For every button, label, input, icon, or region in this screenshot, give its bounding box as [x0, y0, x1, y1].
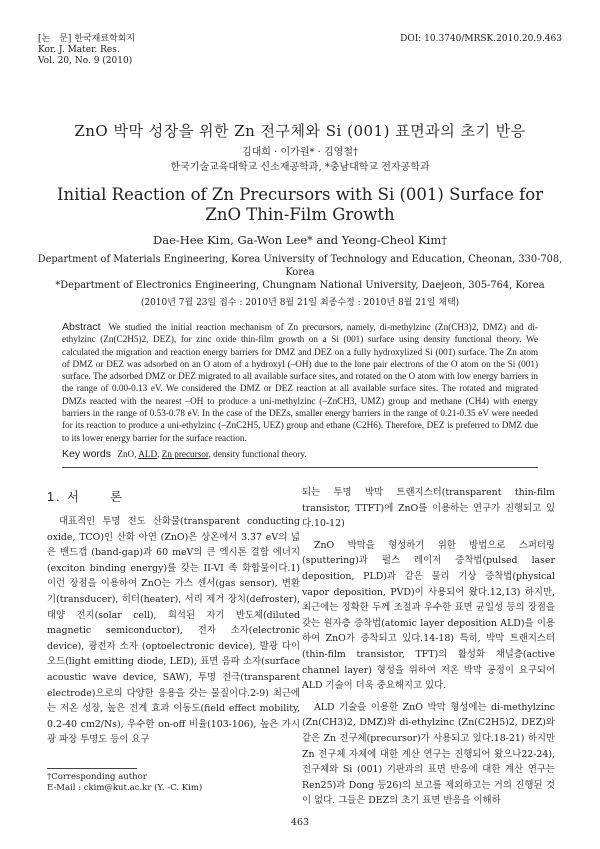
doi-text: DOI: 10.3740/MRSK.2010.20.9.463: [400, 34, 562, 44]
paragraph: ZnO 박막을 형성하기 위한 방법으로 스퍼터링(sputtering)과 펄스 레이저 증착법(pulsed laser deposition, PLD)과 같은 물리 기상 증착법(physical vapor deposition, PVD)이 사용되어 왔다.12,13) 하지만, 최근에는 정확한 두께 조절과 우수한 표면 균일성 등의 장점을 갖는 원자층 증착법(atomic layer deposition ALD)을 이용하여 ZnO가 증착되고 있다.14-18) 특히, 박막 트랜지스터(thin-film transistor, TFT)의 활성화 채널층(active channel layer) 형성을 위하여 저온 박막 공정이 요구되어 ALD 기술이 더욱 중요해지고 있다.: [302, 539, 555, 692]
journal-name-english: Kor. J. Mater. Res.: [38, 45, 120, 55]
footnote-divider: [47, 768, 137, 769]
journal-header: [38, 34, 135, 67]
right-column: [302, 485, 555, 815]
submission-dates: (2010년 7월 23일 접수 : 2010년 8월 21일 최종수정 : 2010년 8월 21일 채택): [140, 298, 460, 308]
keywords: [62, 448, 307, 460]
korean-authors: 김대희 · 이가원* · 김영철†: [241, 147, 358, 158]
paragraph: ALD 기술을 이용한 ZnO 박막 형성에는 di-methylzinc (Zn(CH3)2, DMZ)와 di-ethylzinc (Zn(C2H5)2, DEZ)와 같은 Zn 전구체(precursor)가 사용되고 있다.18-21) 하지만 Zn 전구체 자체에 대한 계산 연구는 진행되어 왔으나22-24), 전구체와 Si (001) 기판과의 표면 반응에 대한 계산 연구는 Ren25)과 Dong 등26)의 보고를 제외하고는 거의 진행된 것이 없다. 그들은 DEZ의 초기 표면 반응을 이해하: [302, 701, 555, 807]
abstract: [62, 321, 538, 444]
affiliation-2: *Department of Electronics Engineering, Chungnam National University, Daejeon, 305-764, Korea: [55, 280, 545, 291]
page-number: 463: [290, 817, 310, 828]
keywords-label: Key words: [62, 448, 112, 460]
abstract-text: We studied the initial reaction mechanism of Zn precursors, namely, di-methylzinc (Zn(CH3)2, DMZ) and di-ethylzinc (Zn(C2H5)2, DEZ), for zinc oxide thin-film growth on a Si (001) surface using density functional theory. We calculated the migration and reaction energy barriers for DMZ and DEZ on a fully hydroxylized Si (001) surface. The Zn atom of DMZ or DEZ was adsorbed on an O atom of a hydroxyl (–OH) due to the lone pair electrons of the O atom on the Si (001) surface. The adsorbed DMZ or DEZ migrated to all available surface sites, and rotated on the O atom with low energy barriers in the range of 0.00-0.13 eV. We considered the DMZ or DEZ reaction at all available surface sites. The rotated and migrated DMZs reacted with the nearest –OH to produce a uni-methylzinc (–ZnCH3, UMZ) group and methane (CH4) with energy barriers in the range of 0.53-0.78 eV. In the case of the DEZs, smaller energy barriers in the range of 0.21-0.35 eV were needed for its reaction to produce a uni-ethylzinc (–ZnC2H5, UEZ) group and ethane (C2H6). Therefore, DEZ is preferred to DMZ due to its lower energy barrier for the surface reaction.: [62, 322, 538, 443]
english-title: [0, 185, 600, 225]
english-title-line-1: Initial Reaction of Zn Precursors with Si (001) Surface for: [56, 185, 544, 204]
divider: [62, 467, 538, 468]
journal-volume: Vol. 20, No. 9 (2010): [38, 56, 133, 66]
keywords-sep: ,: [157, 449, 162, 459]
left-column: [47, 514, 300, 744]
keywords-text-2: , density functional theory.: [208, 449, 307, 459]
abstract-label: Abstract: [62, 321, 101, 333]
paragraph: 대표적인 투명 전도 산화물(transparent conducting oxide, TCO)인 산화 아연 (ZnO)은 상온에서 3.37 eV의 넓은 밴드갭 (band-gap)과 60 meV의 큰 엑시톤 결합 에너지 (exciton binding energy)를 갖는 II-VI 족 화합물이다.1) 이런 장점을 이용하여 ZnO는 가스 센서(gas sensor), 변환기(transducer), 히터(heater), 서리 제거 장치(defroster), 태양 전지(solar cell), 희석된 자기 반도체(diluted magnetic semiconductor), 전자 소자(electronic device), 광전자 소자 (optoelectronic device), 발광 다이오드(light emitting diode, LED), 표면 음파 소자(surface acoustic wave device, SAW), 투명 전극(transparent electrode)으로의 다양한 응용을 갖는 물질이다.2-9) 최근에는 저온 성장, 높은 전계 효과 이동도(field effect mobility, 0.2-40 cm2/Ns), 우수한 on-off 비율(103-106), 높은 가시광 파장 투명도 등이 요구: [47, 516, 300, 744]
footnote-corresponding: †Corresponding author: [47, 772, 147, 782]
english-authors: Dae-Hee Kim, Ga-Won Lee* and Yeong-Cheol Kim†: [153, 233, 447, 247]
keyword-zn-precursor: Zn precursor: [161, 449, 209, 459]
korean-title: ZnO 박막 성장을 위한 Zn 전구체와 Si (001) 표면과의 초기 반응: [74, 122, 526, 140]
footnote-email: E-Mail : ckim@kut.ac.kr (Y. -C. Kim): [47, 783, 203, 793]
english-affiliations: [30, 253, 570, 292]
keyword-ald: ALD: [138, 449, 158, 459]
journal-name-korean: [논 문] 한국재료학회지: [38, 34, 136, 44]
affiliation-1: Department of Materials Engineering, Korea University of Technology and Education, Cheonan, 330-708, Korea: [37, 254, 563, 278]
section-heading: 1. 서 론: [47, 490, 125, 504]
footnote: [47, 772, 202, 794]
korean-affiliation: 한국기술교육대학교 신소재공학과, *충남대학교 전자공학과: [170, 162, 430, 173]
english-title-line-2: ZnO Thin-Film Growth: [205, 205, 395, 224]
paragraph: 되는 투명 박막 트랜지스터(transparent thin-film transistor, TTFT)에 ZnO를 이용하는 연구가 진행되고 있다.10-12): [302, 487, 555, 530]
keywords-text-1: ZnO,: [117, 449, 139, 459]
